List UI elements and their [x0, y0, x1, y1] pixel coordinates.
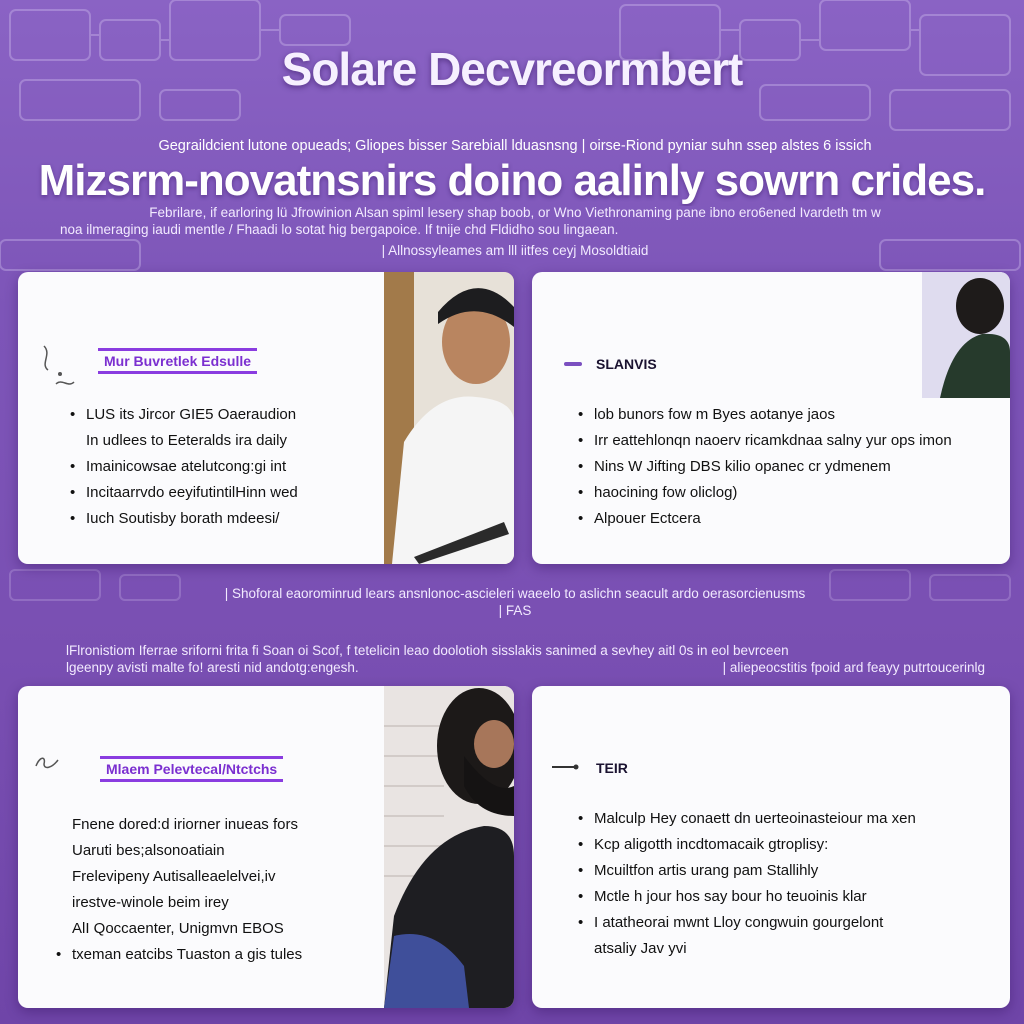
list-item: • Nins W Jifting DBS kilio opanec cr ydmenem [578, 454, 952, 480]
subtitle-line: Gegraildcient lutone opueads; Gliopes bisser Sarebiall lduasnsng | oirse-Riond pyniar suhn ssep alstes 6 issich [158, 138, 872, 154]
list-item: • Iuch Soutisby borath mdeesi/ [70, 506, 298, 532]
list-item: • Imainicowsae atelutcong:gi int [70, 454, 298, 480]
middle-line-1: | Shoforal eaorominrud lears ansnlonoc-ascieleri waeelo to aslichn seacult ardo oerasorcienusms [224, 586, 806, 601]
list-item: Uaruti bes;alsonoatiain [72, 842, 225, 859]
doodle-icon [34, 754, 62, 772]
card-bullet-list [578, 402, 952, 532]
list-item: • Mctle h jour hos say bour ho teuoinis klar [578, 884, 916, 910]
card-bullet-list [56, 812, 302, 968]
person-photo [384, 686, 514, 1008]
page-title: Solare Decvreormbert [281, 43, 743, 95]
card-label: TEIR [596, 760, 628, 776]
card-bullet-list [578, 806, 916, 962]
list-item: • I atatheorai mwnt Lloy congwuin gourgelont [578, 910, 916, 936]
card-tag: Mur Buvretlek Edsulle [98, 348, 257, 374]
middle-line-4: lgeenpy avisti malte fo! aresti nid andotg:engesh. [66, 660, 359, 675]
list-item: • Irr eattehlonqn naoerv ricamkdnaa salny yur ops imon [578, 428, 952, 454]
intro-paragraph-line-3: | Allnossyleames am lll iitfes ceyj Mosoldtiaid [381, 243, 649, 258]
list-item: atsaliy Jav yvi [594, 940, 687, 957]
dash-marker [564, 362, 582, 366]
card-tag: Mlaem Pelevtecal/Ntctchs [100, 756, 283, 782]
list-item: In udlees to Eeteralds ira daily [86, 432, 287, 449]
list-item: • lob bunors fow m Byes aotanye jaos [578, 402, 952, 428]
list-item: • txeman eatcibs Tuaston a gis tules [56, 942, 302, 968]
middle-line-5: | aliepeocstitis fpoid ard feayy putrtoucerinlg [722, 660, 985, 675]
intro-paragraph-line-2: noa ilmeraging iaudi mentle / Fhaadi lo sotat hig bergapoice. If tnije chd Fldidho sou lingaean. [60, 222, 619, 237]
arrow-marker-icon [550, 762, 580, 772]
list-item: • Incitaarrvdo eeyifutintilHinn wed [70, 480, 298, 506]
list-item: • haocining fow oliclog) [578, 480, 952, 506]
card-bottom-right [532, 686, 1010, 1008]
headline: Mizsrm-novatnsnirs doino aalinly sowrn crides. [38, 156, 986, 205]
card-bottom-left [18, 686, 514, 1008]
card-top-left [18, 272, 514, 564]
list-item: Frelevipeny Autisalleaelelvei,iv [72, 868, 276, 885]
card-bullet-list [70, 402, 298, 532]
list-item: • Kcp aligotth incdtomacaik gtroplisy: [578, 832, 916, 858]
middle-line-3: lFlronistiom Iferrae sriforni frita fi Soan oi Scof, f tetelicin leao doolotioh sisslakis sanimed a sevhey aitl 0s in eol bevrceen [66, 643, 789, 658]
list-item: • Mcuiltfon artis urang pam Stallihly [578, 858, 916, 884]
person-photo [384, 272, 514, 564]
middle-line-2: | FAS [498, 603, 532, 618]
list-item: irestve-winole beim irey [72, 894, 229, 911]
list-item: AlI Qoccaenter, Unigmvn EBOS [72, 920, 284, 937]
doodle-icon [38, 344, 78, 394]
list-item: • Alpouer Ectcera [578, 506, 952, 532]
list-item: • LUS its Jircor GIE5 Oaeraudion [70, 402, 298, 428]
list-item: Fnene dored:d iriorner inueas fors [72, 816, 298, 833]
person-photo-small [922, 272, 1010, 398]
card-top-right [532, 272, 1010, 564]
card-label: SLANVIS [596, 356, 657, 372]
list-item: • Malculp Hey conaett dn uerteoinasteiour ma xen [578, 806, 916, 832]
intro-paragraph-line-1: Febrilare, if earloring lü Jfrowinion Alsan spiml lesery shap boob, or Wno Viethronaming pane ibno ero6ened Ivardeth tm w [149, 205, 881, 220]
